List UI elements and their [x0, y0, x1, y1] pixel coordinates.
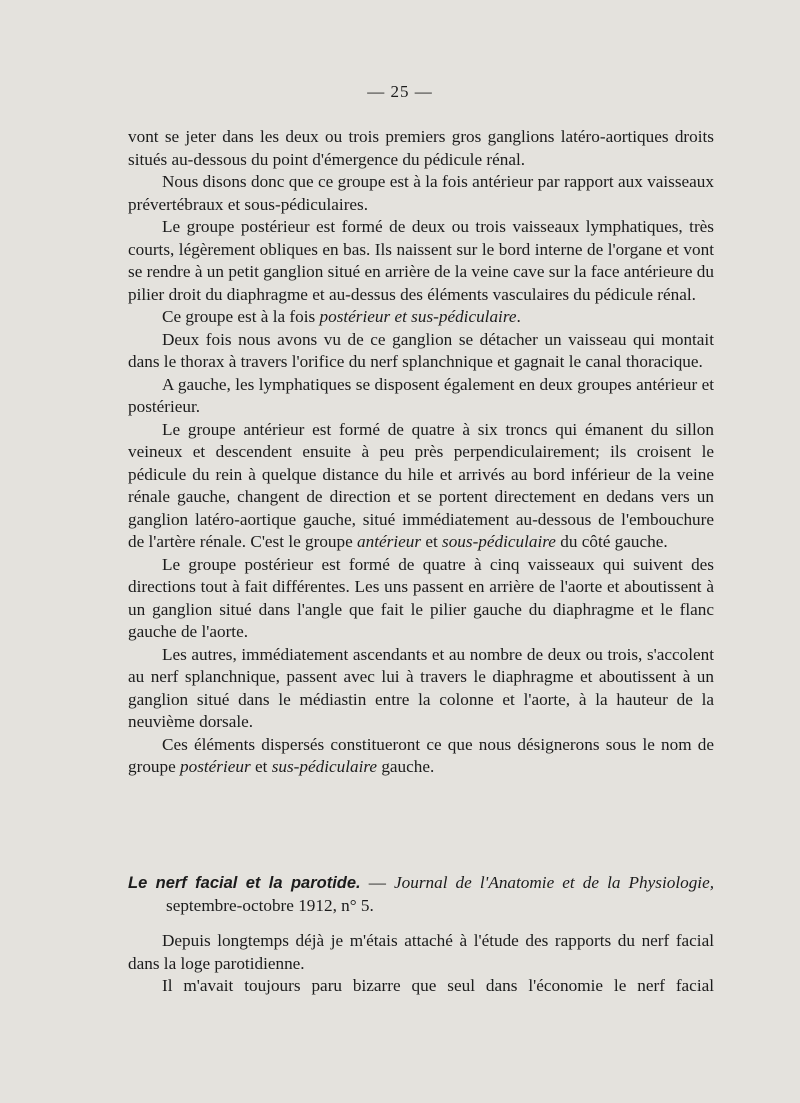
italic-term: sous-pédiculaire [442, 532, 556, 551]
paragraph: Les autres, immédiatement ascendants et au nombre de deux ou trois, s'accolent au nerf splanchnique, passent avec lui à travers le diaphragme et aboutissent à un ganglion situé dans le médiastin entre la colonne et l'aorte, à la hauteur de la neuvième dorsale. [128, 644, 714, 731]
paragraph: Il m'avait toujours paru bizarre que seul dans l'économie le nerf facial [162, 976, 714, 995]
paragraph: vont se jeter dans les deux ou trois premiers gros ganglions latéro-aortiques droits situés au-dessous du point d'émergence du pédicule rénal. [128, 127, 714, 169]
italic-term: sus-pédiculaire [271, 757, 378, 776]
citation-dash: — [360, 873, 394, 892]
citation-journal: Journal de l'Anatomie et de la Physiologie, [394, 873, 714, 892]
paragraph-text: Le groupe antérieur est formé de quatre à six troncs qui émanent du sillon veineux et descendent ensuite à peu près perpendiculairement; ils croisent le pédicule du rein à quelque distance du hile et arrivés au bord inférieur de la veine rénale gauche, changent de direction et se portent directement en dedans vers un ganglion latéro-aortique gauche, situé immédiatement au-dessous de l'embouchure de l'artère rénale. C'est le groupe [128, 419, 714, 551]
paragraph-text: du côté gauche. [555, 532, 668, 551]
paragraph: Nous disons donc que ce groupe est à la fois antérieur par rapport aux vaisseaux prévertébraux et sous-pédiculaires. [128, 172, 714, 214]
paragraph: A gauche, les lymphatiques se disposent également en deux groupes antérieur et postérieur. [128, 374, 714, 416]
italic-term: antérieur [357, 532, 422, 551]
italic-term: postérieur [180, 757, 251, 776]
paragraph-text: . [516, 307, 521, 326]
paragraph-text: Ces éléments dispersés constitueront ce que nous désignerons sous le nom de groupe [128, 734, 714, 776]
paragraph [128, 306, 714, 329]
paragraph-text: et [250, 757, 272, 776]
paragraph: Deux fois nous avons vu de ce ganglion se détacher un vaisseau qui montait dans le thorax à travers l'orifice du nerf splanchnique et gagnait le canal thoracique. [128, 329, 714, 371]
italic-term: postérieur et sus-pédiculaire [319, 307, 517, 326]
paragraph: Le groupe postérieur est formé de quatre à cinq vaisseaux qui suivent des directions tout à fait différentes. Les uns passent en arrière de l'aorte et aboutissent à un ganglion situé dans l'angle que fait le pilier gauche du diaphragme et le flanc gauche de l'aorte. [128, 554, 714, 641]
citation-title: Le nerf facial et la parotide. [128, 874, 361, 892]
paragraph [128, 734, 714, 779]
main-body-text [128, 126, 714, 779]
paragraph: Le groupe postérieur est formé de deux ou trois vaisseaux lymphatiques, très courts, légèrement obliques en bas. Ils naissent sur le bord interne de l'organe et vont se rendre à un petit ganglion situé en arrière de la veine cave sur la face antérieure du pilier droit du diaphragme et au-dessus des éléments vasculaires du pédicule rénal. [128, 217, 714, 304]
paragraph [128, 419, 714, 554]
section-body-text [128, 930, 714, 998]
paragraph-text: Ce groupe est à la fois [162, 307, 320, 326]
citation-heading [128, 872, 714, 917]
page-number: — 25 — [367, 82, 433, 101]
paragraph-text: et [421, 532, 443, 551]
paragraph: Depuis longtemps déjà je m'étais attaché à l'étude des rapports du nerf facial dans la loge parotidienne. [128, 931, 714, 973]
paragraph-text: gauche. [377, 757, 435, 776]
citation-details: septembre-octobre 1912, n° 5. [166, 895, 374, 915]
